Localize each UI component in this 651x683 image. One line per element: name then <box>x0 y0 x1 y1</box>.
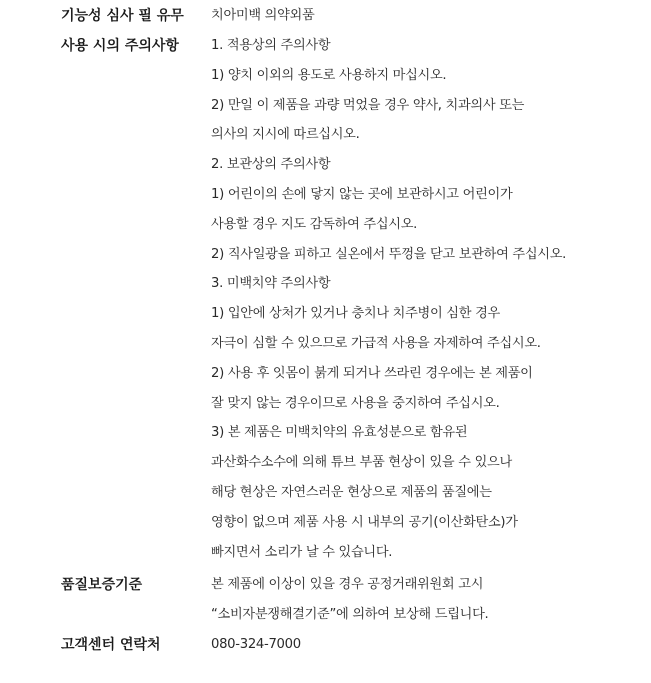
value-line: 1) 어린이의 손에 닿지 않는 곳에 보관하시고 어린이가 <box>211 187 513 203</box>
row-value <box>211 36 641 567</box>
value-line: 2) 사용 후 잇몸이 붉게 되거나 쓰라린 경우에는 본 제품이 <box>211 365 533 381</box>
value-line: 자극이 심할 수 있으므로 가급적 사용을 자제하여 주십시오. <box>211 336 541 352</box>
value-line: 2) 만일 이 제품을 과량 먹었을 경우 약사, 치과의사 또는 <box>211 97 525 113</box>
row-value <box>211 6 641 26</box>
value-line: 3) 본 제품은 미백치약의 유효성분으로 함유된 <box>211 425 468 441</box>
value-line: 2. 보관상의 주의사항 <box>211 157 331 173</box>
value-line: 과산화수소수에 의해 튜브 부품 현상이 있을 수 있으나 <box>211 455 512 471</box>
customer-center-phone: 080-324-7000 <box>211 637 301 652</box>
value-line: 2) 직사일광을 피하고 실온에서 뚜껑을 닫고 보관하여 주십시오. <box>211 246 567 262</box>
value-line: “소비자분쟁해결기준”에 의하여 보상해 드립니다. <box>211 606 489 622</box>
row-label: 품질보증기준 <box>61 577 143 593</box>
value-line: 영향이 없으며 제품 사용 시 내부의 공기(이산화탄소)가 <box>211 514 518 530</box>
row-label: 사용 시의 주의사항 <box>61 38 179 54</box>
value-line: 3. 미백치약 주의사항 <box>211 276 331 292</box>
value-line: 빠지면서 소리가 날 수 있습니다. <box>211 544 393 560</box>
value-line: 1) 양치 이외의 용도로 사용하지 마십시오. <box>211 67 447 83</box>
row-label: 고객센터 연락처 <box>61 637 161 653</box>
row-value <box>211 575 641 630</box>
value-line: 해당 현상은 자연스러운 현상으로 제품의 품질에는 <box>211 485 492 501</box>
value-line: 치아미백 의약외품 <box>211 8 315 23</box>
value-line: 1. 적용상의 주의사항 <box>211 38 331 53</box>
row-value <box>211 635 641 655</box>
value-line: 잘 맞지 않는 경우이므로 사용을 중지하여 주십시오. <box>211 395 500 411</box>
value-line: 의사의 지시에 따르십시오. <box>211 127 360 143</box>
value-line: 1) 입안에 상처가 있거나 충치나 치주병이 심한 경우 <box>211 306 500 322</box>
value-line: 사용할 경우 지도 감독하여 주십시오. <box>211 216 418 232</box>
row-label: 기능성 심사 필 유무 <box>61 8 184 24</box>
value-line: 본 제품에 이상이 있을 경우 공정거래위원회 고시 <box>211 577 484 592</box>
